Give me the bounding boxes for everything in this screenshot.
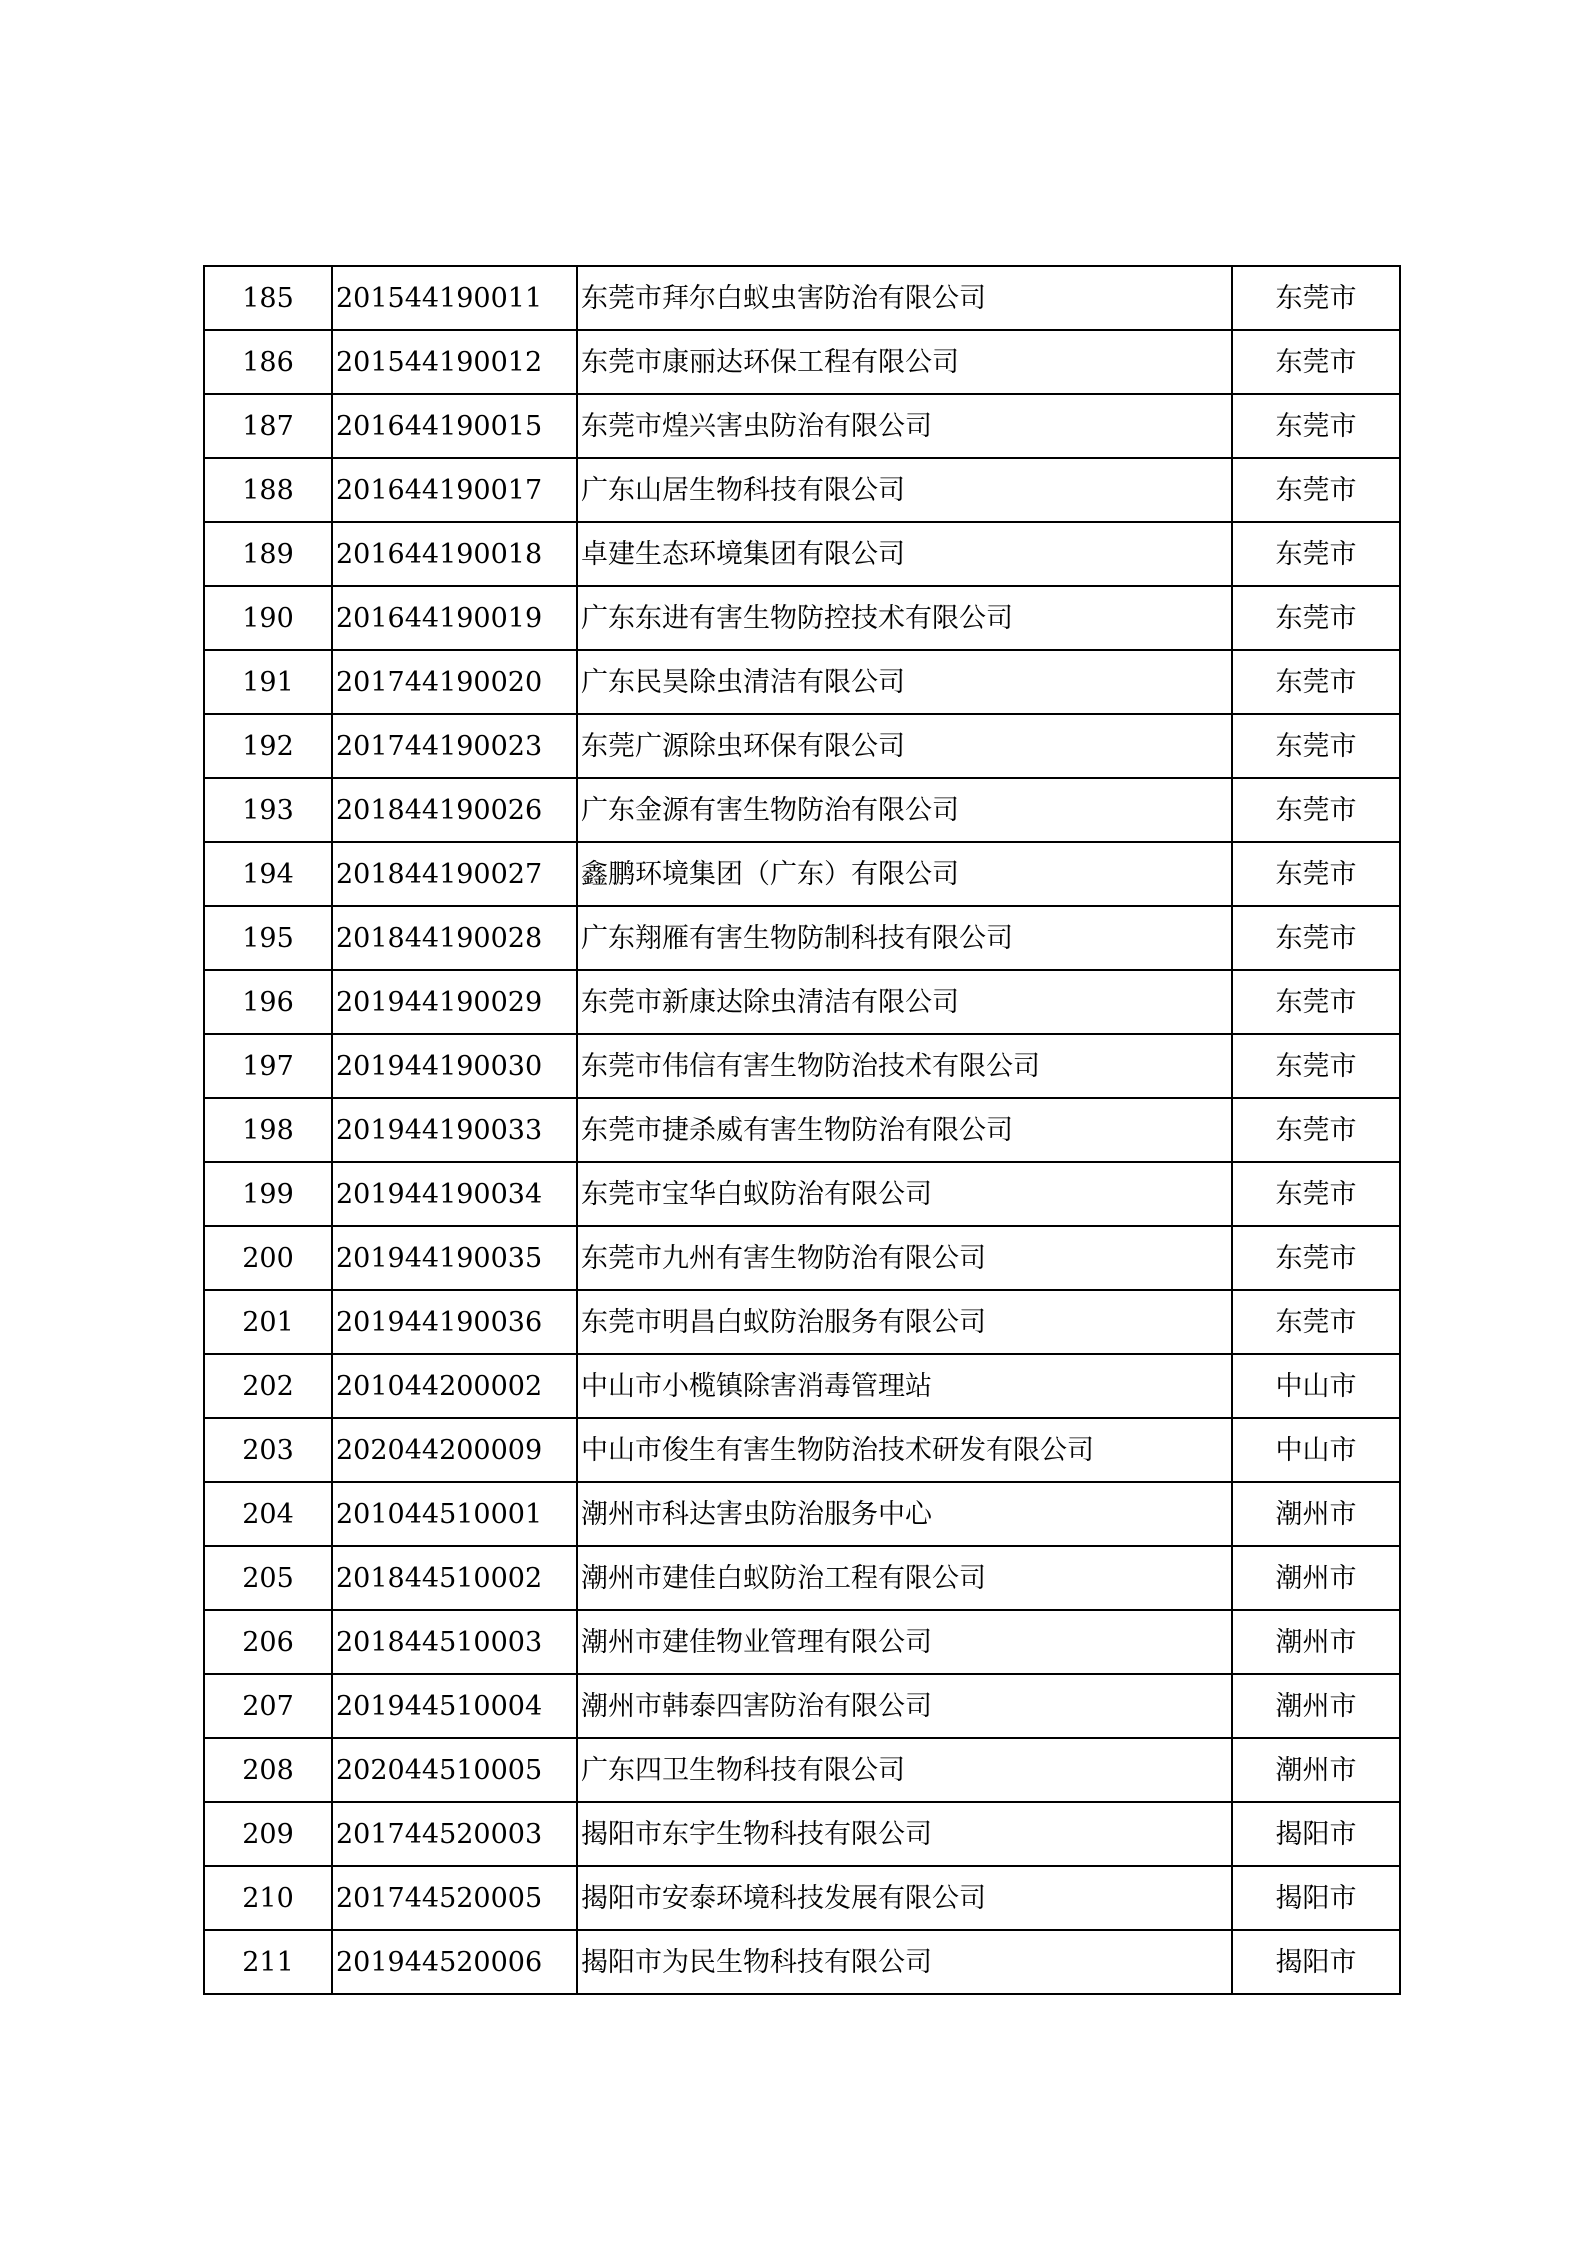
row-number-cell: 193	[204, 778, 332, 842]
city-cell: 东莞市	[1232, 330, 1400, 394]
city-cell: 东莞市	[1232, 1226, 1400, 1290]
row-number-cell: 194	[204, 842, 332, 906]
company-name-cell: 广东翔雁有害生物防制科技有限公司	[577, 906, 1232, 970]
company-name-cell: 东莞市明昌白蚁防治服务有限公司	[577, 1290, 1232, 1354]
city-cell: 揭阳市	[1232, 1930, 1400, 1994]
table-row	[204, 778, 1400, 842]
company-name-cell: 东莞市拜尔白蚁虫害防治有限公司	[577, 266, 1232, 330]
table-row	[204, 1098, 1400, 1162]
row-number-cell: 190	[204, 586, 332, 650]
table-row	[204, 1610, 1400, 1674]
table-row	[204, 1226, 1400, 1290]
city-cell: 东莞市	[1232, 1290, 1400, 1354]
registration-code-cell: 201944190029	[332, 970, 577, 1034]
row-number-cell: 191	[204, 650, 332, 714]
city-cell: 揭阳市	[1232, 1866, 1400, 1930]
row-number-cell: 202	[204, 1354, 332, 1418]
company-name-cell: 潮州市建佳白蚁防治工程有限公司	[577, 1546, 1232, 1610]
row-number-cell: 192	[204, 714, 332, 778]
registration-code-cell: 201644190017	[332, 458, 577, 522]
company-name-cell: 鑫鹏环境集团（广东）有限公司	[577, 842, 1232, 906]
company-name-cell: 东莞市康丽达环保工程有限公司	[577, 330, 1232, 394]
table-row	[204, 1482, 1400, 1546]
row-number-cell: 189	[204, 522, 332, 586]
row-number-cell: 206	[204, 1610, 332, 1674]
company-name-cell: 广东金源有害生物防治有限公司	[577, 778, 1232, 842]
table-row	[204, 1546, 1400, 1610]
company-name-cell: 广东民昊除虫清洁有限公司	[577, 650, 1232, 714]
registration-code-cell: 201944190030	[332, 1034, 577, 1098]
company-name-cell: 卓建生态环境集团有限公司	[577, 522, 1232, 586]
registration-code-cell: 201844190027	[332, 842, 577, 906]
table-row	[204, 906, 1400, 970]
city-cell: 东莞市	[1232, 458, 1400, 522]
row-number-cell: 188	[204, 458, 332, 522]
company-name-cell: 广东山居生物科技有限公司	[577, 458, 1232, 522]
company-name-cell: 中山市小榄镇除害消毒管理站	[577, 1354, 1232, 1418]
company-name-cell: 中山市俊生有害生物防治技术研发有限公司	[577, 1418, 1232, 1482]
table-row	[204, 842, 1400, 906]
company-name-cell: 东莞市宝华白蚁防治有限公司	[577, 1162, 1232, 1226]
table-row	[204, 1674, 1400, 1738]
registration-code-cell: 201944190035	[332, 1226, 577, 1290]
row-number-cell: 198	[204, 1098, 332, 1162]
company-name-cell: 潮州市韩泰四害防治有限公司	[577, 1674, 1232, 1738]
row-number-cell: 211	[204, 1930, 332, 1994]
registration-code-cell: 201644190019	[332, 586, 577, 650]
row-number-cell: 196	[204, 970, 332, 1034]
table-row	[204, 1034, 1400, 1098]
city-cell: 东莞市	[1232, 522, 1400, 586]
company-name-cell: 潮州市建佳物业管理有限公司	[577, 1610, 1232, 1674]
registration-code-cell: 201544190011	[332, 266, 577, 330]
table-row	[204, 522, 1400, 586]
city-cell: 中山市	[1232, 1418, 1400, 1482]
city-cell: 潮州市	[1232, 1738, 1400, 1802]
registration-code-cell: 201644190018	[332, 522, 577, 586]
city-cell: 东莞市	[1232, 842, 1400, 906]
registration-code-cell: 201844510002	[332, 1546, 577, 1610]
table-row	[204, 1162, 1400, 1226]
row-number-cell: 201	[204, 1290, 332, 1354]
registration-code-cell: 201044510001	[332, 1482, 577, 1546]
row-number-cell: 195	[204, 906, 332, 970]
registration-code-cell: 201744520003	[332, 1802, 577, 1866]
registration-code-cell: 202044200009	[332, 1418, 577, 1482]
table-row	[204, 1802, 1400, 1866]
table-row	[204, 714, 1400, 778]
company-name-cell: 潮州市科达害虫防治服务中心	[577, 1482, 1232, 1546]
row-number-cell: 208	[204, 1738, 332, 1802]
row-number-cell: 210	[204, 1866, 332, 1930]
registration-code-cell: 201744190020	[332, 650, 577, 714]
city-cell: 东莞市	[1232, 970, 1400, 1034]
table-row	[204, 1418, 1400, 1482]
company-name-cell: 东莞市伟信有害生物防治技术有限公司	[577, 1034, 1232, 1098]
row-number-cell: 197	[204, 1034, 332, 1098]
row-number-cell: 200	[204, 1226, 332, 1290]
table-body	[204, 266, 1400, 1994]
registration-code-cell: 201844190028	[332, 906, 577, 970]
row-number-cell: 205	[204, 1546, 332, 1610]
table-row	[204, 586, 1400, 650]
company-name-cell: 东莞广源除虫环保有限公司	[577, 714, 1232, 778]
city-cell: 潮州市	[1232, 1482, 1400, 1546]
city-cell: 潮州市	[1232, 1546, 1400, 1610]
city-cell: 揭阳市	[1232, 1802, 1400, 1866]
company-name-cell: 广东四卫生物科技有限公司	[577, 1738, 1232, 1802]
table-row	[204, 458, 1400, 522]
city-cell: 东莞市	[1232, 586, 1400, 650]
table-row	[204, 266, 1400, 330]
row-number-cell: 204	[204, 1482, 332, 1546]
registration-code-cell: 201944190036	[332, 1290, 577, 1354]
company-name-cell: 揭阳市东宇生物科技有限公司	[577, 1802, 1232, 1866]
table-row	[204, 1866, 1400, 1930]
table-row	[204, 970, 1400, 1034]
table-row	[204, 1738, 1400, 1802]
row-number-cell: 186	[204, 330, 332, 394]
city-cell: 潮州市	[1232, 1674, 1400, 1738]
city-cell: 东莞市	[1232, 266, 1400, 330]
city-cell: 东莞市	[1232, 906, 1400, 970]
registration-code-cell: 201944190033	[332, 1098, 577, 1162]
city-cell: 东莞市	[1232, 1034, 1400, 1098]
row-number-cell: 199	[204, 1162, 332, 1226]
table-row	[204, 394, 1400, 458]
company-list-table	[203, 265, 1401, 1995]
row-number-cell: 207	[204, 1674, 332, 1738]
table-row	[204, 1290, 1400, 1354]
registration-code-cell: 201844190026	[332, 778, 577, 842]
city-cell: 中山市	[1232, 1354, 1400, 1418]
row-number-cell: 185	[204, 266, 332, 330]
table-row	[204, 1930, 1400, 1994]
registration-code-cell: 201744520005	[332, 1866, 577, 1930]
company-name-cell: 广东东进有害生物防控技术有限公司	[577, 586, 1232, 650]
table-row	[204, 330, 1400, 394]
city-cell: 东莞市	[1232, 1162, 1400, 1226]
registration-code-cell: 201544190012	[332, 330, 577, 394]
row-number-cell: 209	[204, 1802, 332, 1866]
table-row	[204, 1354, 1400, 1418]
city-cell: 东莞市	[1232, 394, 1400, 458]
registration-code-cell: 201944520006	[332, 1930, 577, 1994]
registration-code-cell: 201644190015	[332, 394, 577, 458]
company-name-cell: 东莞市新康达除虫清洁有限公司	[577, 970, 1232, 1034]
row-number-cell: 187	[204, 394, 332, 458]
registration-code-cell: 201944510004	[332, 1674, 577, 1738]
registration-code-cell: 201744190023	[332, 714, 577, 778]
company-name-cell: 揭阳市安泰环境科技发展有限公司	[577, 1866, 1232, 1930]
row-number-cell: 203	[204, 1418, 332, 1482]
registration-code-cell: 201944190034	[332, 1162, 577, 1226]
registration-code-cell: 201044200002	[332, 1354, 577, 1418]
company-name-cell: 东莞市捷杀威有害生物防治有限公司	[577, 1098, 1232, 1162]
table-row	[204, 650, 1400, 714]
city-cell: 东莞市	[1232, 714, 1400, 778]
company-name-cell: 揭阳市为民生物科技有限公司	[577, 1930, 1232, 1994]
company-name-cell: 东莞市九州有害生物防治有限公司	[577, 1226, 1232, 1290]
city-cell: 东莞市	[1232, 650, 1400, 714]
city-cell: 东莞市	[1232, 778, 1400, 842]
city-cell: 东莞市	[1232, 1098, 1400, 1162]
city-cell: 潮州市	[1232, 1610, 1400, 1674]
company-name-cell: 东莞市煌兴害虫防治有限公司	[577, 394, 1232, 458]
registration-code-cell: 201844510003	[332, 1610, 577, 1674]
registration-code-cell: 202044510005	[332, 1738, 577, 1802]
